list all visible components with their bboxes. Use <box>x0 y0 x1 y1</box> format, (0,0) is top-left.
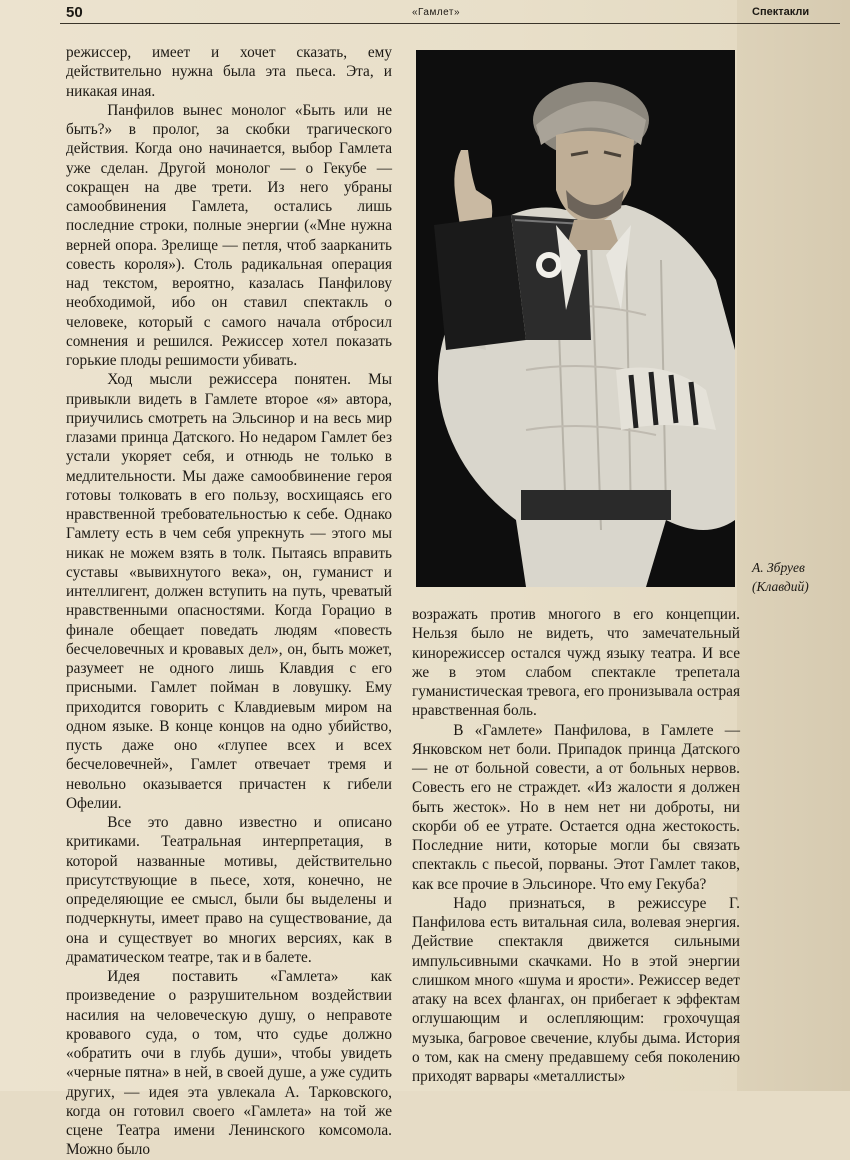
paragraph: Идея поставить «Гамлета» как произведение о разрушительном воздействии насилия на человеческую душу, о неправоте кровавого суда, о том, что судье должно «обратить очи в глубь души», чтобы увидеть «черные пятна» в ней, в своей душе, а уже судить других, — идея эта увлекала А. Тарковского, когда он готовил своего «Гамлета» на той же сцене Театра имени Ленинского комсомола. Можно было <box>66 968 392 1159</box>
paragraph: возражать против многого в его концепции. Нельзя было не видеть, что замечательный кинорежиссер остался чужд языку театра. И все же в этом слабом спектакле трепетала гуманистическая тревога, его пронизывала острая нравственная боль. <box>412 606 740 720</box>
paragraph: Надо признаться, в режиссуре Г. Панфилова есть витальная сила, волевая энергия. Действие спектакля движется сильными импульсивными скачками. Но в этой энергии слишком много «шума и ярости». Режиссер ведет атаку на всех флангах, он прибегает к эффектам оглушающим и ослепляющим: грохочущая музыка, багровое свечение, клубы дыма. История о том, как на смену предавшему себя поколению приходят варвары «металлисты» <box>412 894 740 1085</box>
running-title: «Гамлет» <box>412 7 461 18</box>
page-header <box>0 0 850 24</box>
photo-caption <box>752 558 844 596</box>
section-title: Спектакли <box>752 6 810 18</box>
paragraph: Ход мысли режиссера понятен. Мы привыкли видеть в Гамлете второе «я» автора, приучились смотреть на Эльсинор и на весь мир глазами принца Датского. Но недаром Гамлет без устали укоряет себя, и отнюдь не только в медлительности. Мы даже самообвинение героя готовы толковать в его пользу, восхищаясь его нравственной требовательностью к себе. Однако Гамлету есть в чем себя упрекнуть — этого мы никак не можем взять в толк. Пытаясь вправить суставы «вывихнутого века», он, гуманист и интеллигент, должен вступить на путь, чреватый нравственными опасностями. Когда Горацио в финале обещает поведать людям «повесть бесчеловечных и кровавых дел», он, быть может, разумеет не одного лишь Клавдия с его присными. Гамлет пойман в ловушку. Ему приходится говорить с Клавдиевым миром на одном языке. В конце концов на одно убийство, пусть даже оно «глупее всех и всех бесчеловечней», Гамлет отвечает тремя и невольно оказывается причастен к гибели Офелии. <box>66 371 392 812</box>
paragraph: Панфилов вынес монолог «Быть или не быть?» в пролог, за скобки трагического действия. Когда оно начинается, выбор Гамлета уже сделан. Другой монолог — о Гекубе — сокращен на две трети. Из него убраны самообвинения Гамлета, остались лишь последние строки, полные энергии («Мне нужна верней опора. Зрелище — петля, чтоб заарканить совесть короля»). Столь радикальная операция над текстом, вероятно, казалась Панфилову необходимой, ибо он ставил спектакль о человеке, который с самого начала отбросил сомнения и решился. Режиссер хотел показать горькие плоды решимости убивать. <box>66 101 392 369</box>
left-text-column <box>66 43 392 1160</box>
paragraph: Все это давно известно и описано критиками. Театральная интерпретация, в которой названные мотивы, действительно присутствующие в пьесе, хотя, конечно, не определяющие ее смысл, были бы выделены и подчеркнуты, имеет право на существование, да она и существует во многих версиях, как в драматическом театре, так и в балете. <box>66 814 392 966</box>
paragraph: В «Гамлете» Панфилова, в Гамлете — Янковском нет боли. Припадок принца Датского — не от больной совести, а от больных нервов. Совесть его не страждет. «Из жалости я должен быть жесток». Но в нем нет ни доброты, ни скорби об ее утрате. Остается одна жестокость. Последние нити, которые могли бы связать спектакль с пьесой, порваны. Этот Гамлет таков, как все прочие в Эльсиноре. Что ему Гекуба? <box>412 721 740 893</box>
page-margin-strip <box>737 0 850 1091</box>
header-rule <box>60 23 840 24</box>
caption-actor: А. Збруев <box>752 560 805 575</box>
caption-role: (Клавдий) <box>752 579 809 594</box>
right-text-column <box>412 605 740 1086</box>
actor-photo <box>416 50 735 587</box>
paragraph: режиссер, имеет и хочет сказать, ему действительно нужна была эта пьеса. Эта, и никакая иная. <box>66 44 392 100</box>
page-number: 50 <box>66 4 83 21</box>
